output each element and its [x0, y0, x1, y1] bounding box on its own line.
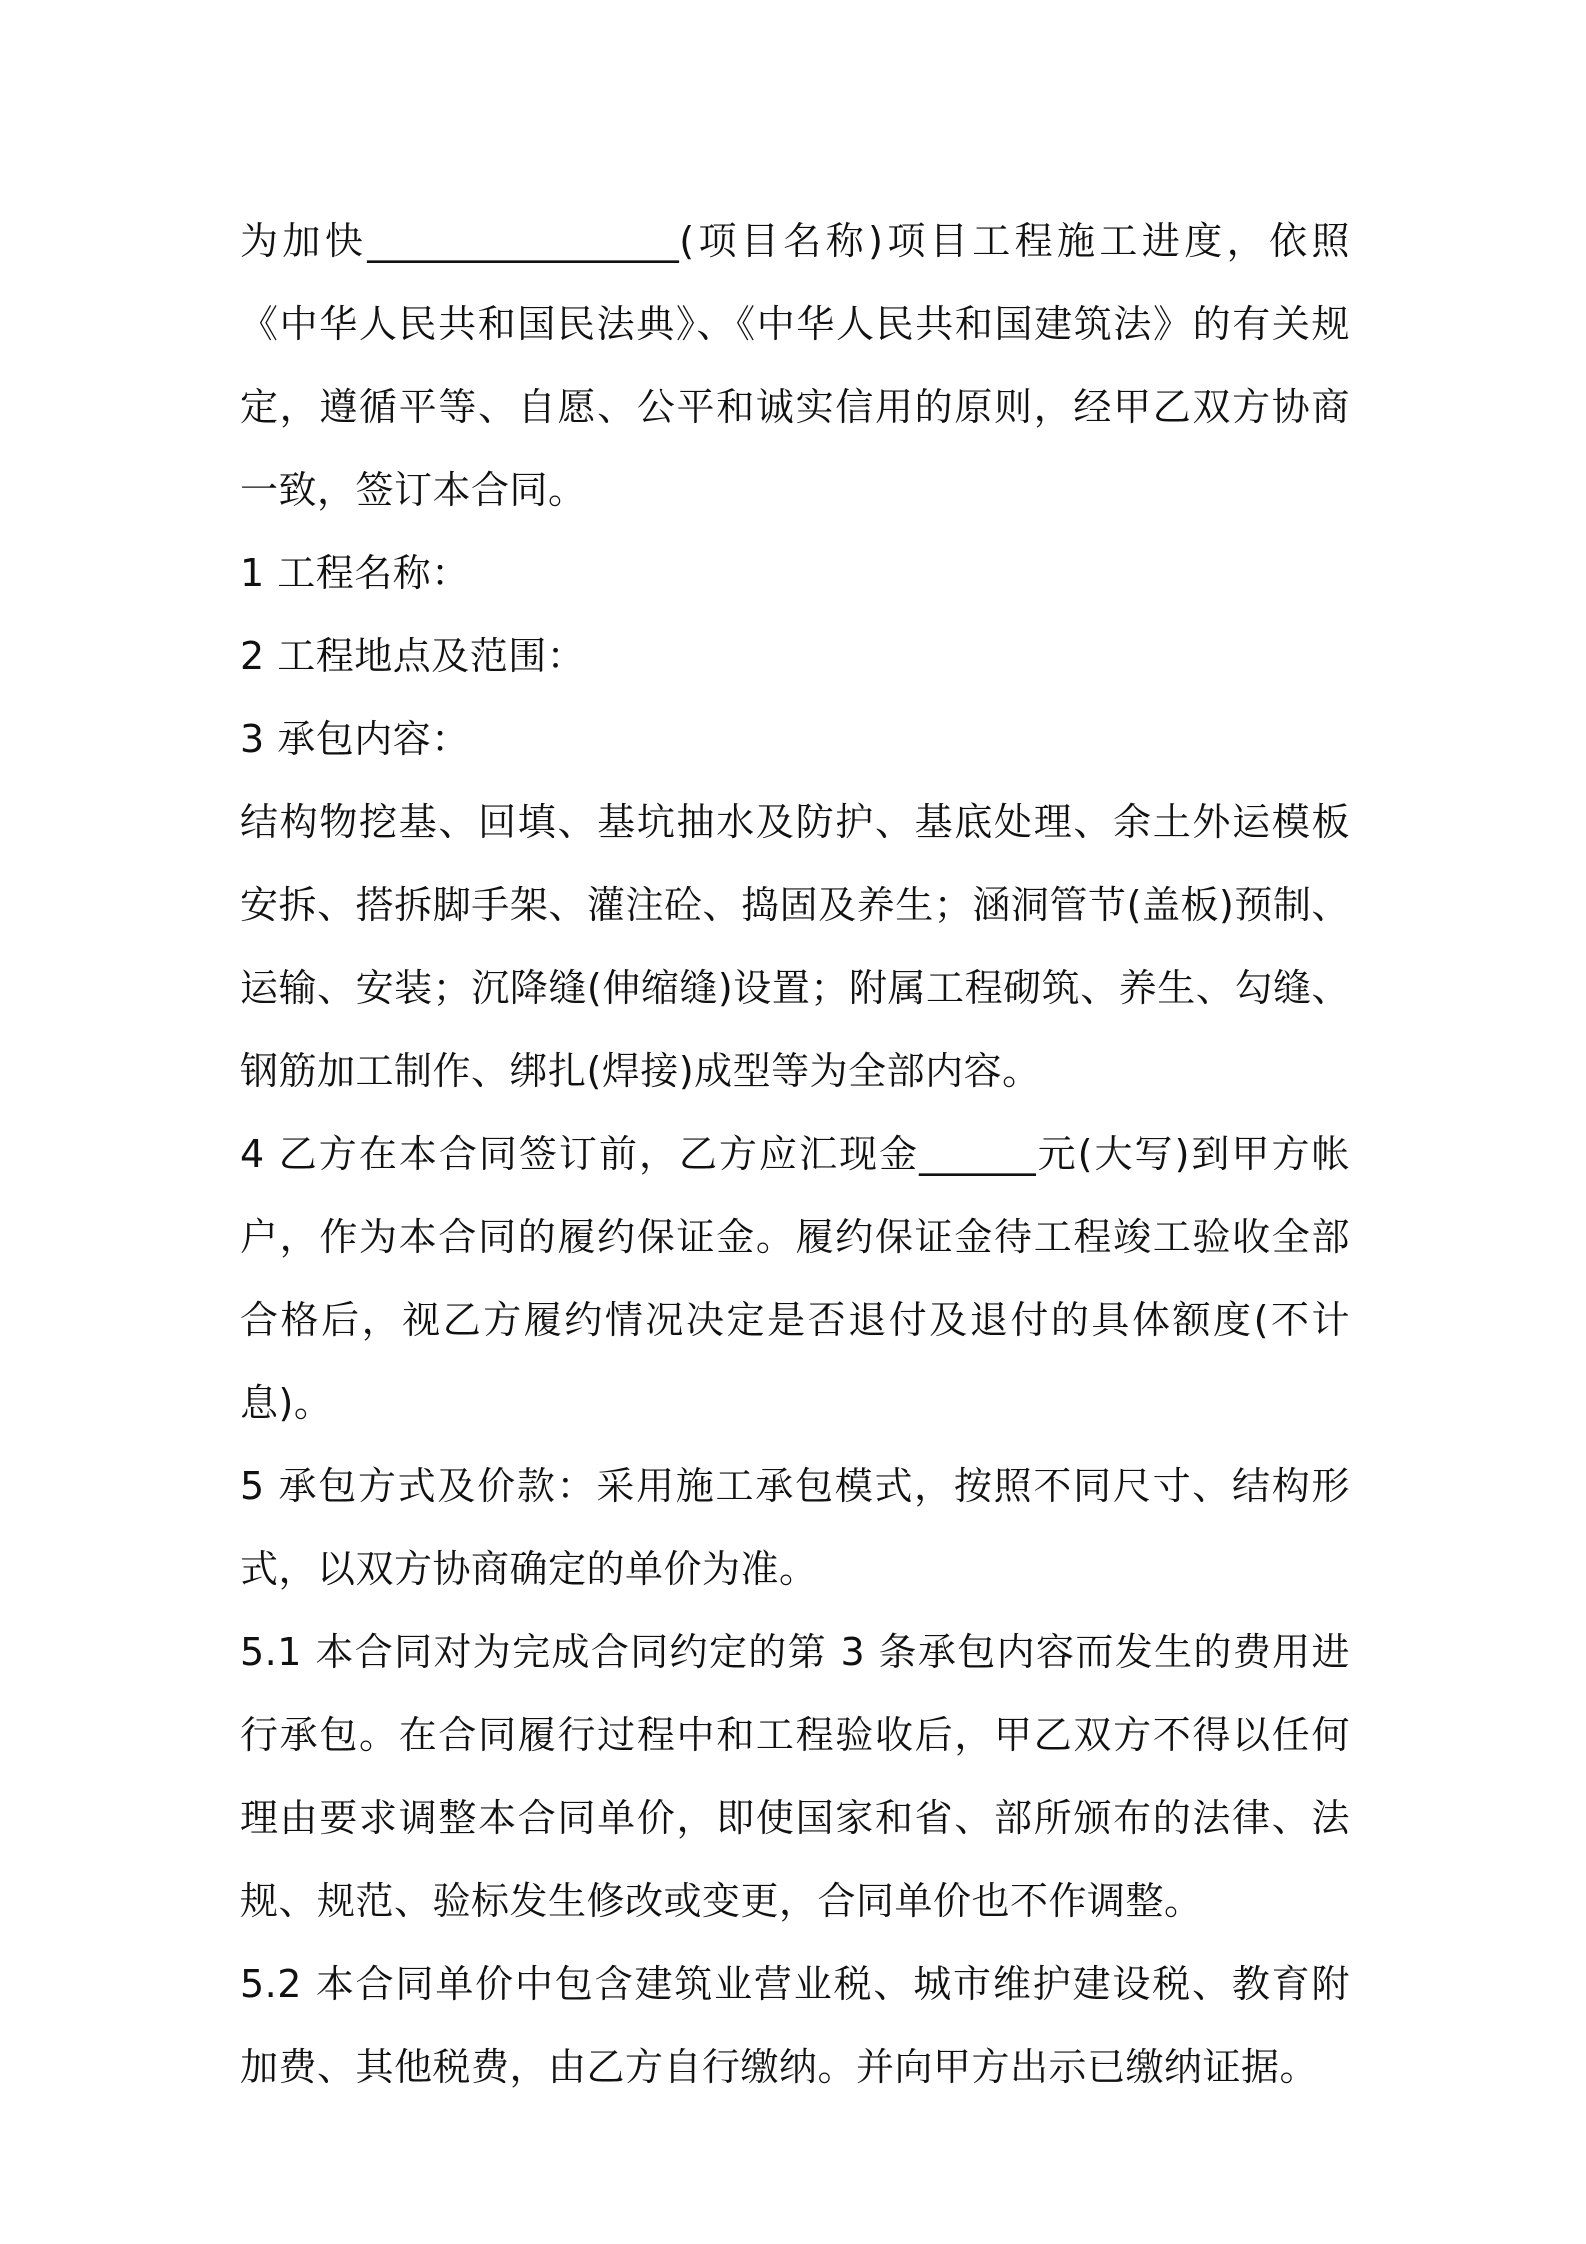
- clause-5-2-taxes: 5.2 本合同单价中包含建筑业营业税、城市维护建设税、教育附加费、其他税费，由乙方自行缴纳。并向甲方出示已缴纳证据。: [240, 1962, 1350, 2089]
- clause-1-project-name: 1 工程名称：: [240, 551, 470, 595]
- clause-5-1-unit-price: 5.1 本合同对为完成合同约定的第 3 条承包内容而发生的费用进行承包。在合同履行过程中和工程验收后，甲乙双方不得以任何理由要求调整本合同单价，即使国家和省、部所颁布的法律、法规、规范、验标发生修改或变更，合同单价也不作调整。: [240, 1630, 1350, 1923]
- clause-4-performance-bond: 4 乙方在本合同签订前，乙方应汇现金______元(大写)到甲方帐户，作为本合同的履约保证金。履约保证金待工程竣工验收全部合格后，视乙方履约情况决定是否退付及退付的具体额度(不计息)。: [240, 1132, 1350, 1425]
- clause-3-contract-content: 3 承包内容：: [240, 717, 470, 761]
- clause-2-location-scope: 2 工程地点及范围：: [240, 634, 586, 678]
- clause-3-detail: 结构物挖基、回填、基坑抽水及防护、基底处理、余土外运模板安拆、搭拆脚手架、灌注砼、捣固及养生；涵洞管节(盖板)预制、运输、安装；沉降缝(伸缩缝)设置；附属工程砌筑、养生、勾缝、钢筋加工制作、绑扎(焊接)成型等为全部内容。: [240, 800, 1350, 1093]
- clause-5-contract-method: 5 承包方式及价款：采用施工承包模式，按照不同尺寸、结构形式，以双方协商确定的单价为准。: [240, 1464, 1350, 1591]
- intro-paragraph: 为加快________________(项目名称)项目工程施工进度，依照《中华人民共和国民法典》、《中华人民共和国建筑法》的有关规定，遵循平等、自愿、公平和诚实信用的原则，经甲乙双方协商一致，签订本合同。: [240, 219, 1350, 512]
- contract-page: [240, 200, 1350, 2109]
